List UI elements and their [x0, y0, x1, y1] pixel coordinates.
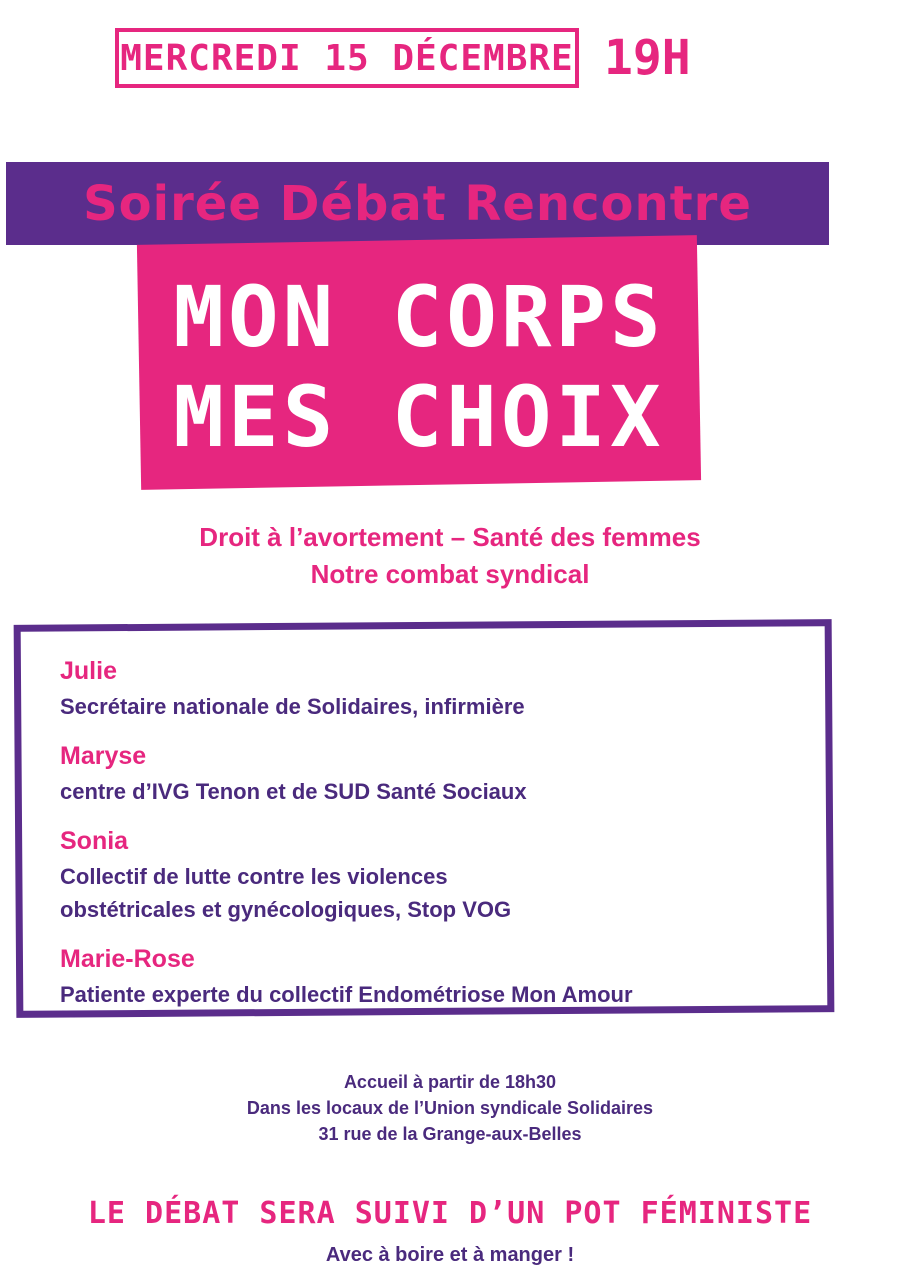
speaker-name: Marie-Rose: [60, 945, 195, 973]
speaker-name: Julie: [60, 657, 117, 685]
event-type-band: [6, 162, 829, 245]
speaker-role: Secrétaire nationale de Solidaires, infirmière: [60, 694, 525, 719]
date-box: [115, 28, 579, 88]
speaker-role: centre d’IVG Tenon et de SUD Santé Sociaux: [60, 779, 527, 804]
event-date: MERCREDI 15 DÉCEMBRE: [120, 37, 574, 79]
themes-line-1: Droit à l’avortement – Santé des femmes: [199, 522, 701, 552]
footer-detail: Avec à boire et à manger !: [325, 1244, 575, 1266]
footer-announcement: LE DÉBAT SERA SUIVI D’UN POT FÉMINISTE: [87, 1196, 813, 1231]
speaker-role: Collectif de lutte contre les violences: [60, 864, 448, 889]
info-line-3: 31 rue de la Grange-aux-Belles: [318, 1124, 582, 1144]
event-type: Soirée Débat Rencontre: [83, 175, 752, 232]
event-time: 19H: [604, 30, 691, 86]
title-line-1: MON CORPS: [173, 268, 665, 366]
speaker-role: Patiente experte du collectif Endométriose Mon Amour: [60, 982, 633, 1007]
title-line-2: MES CHOIX: [173, 368, 665, 466]
themes-line-2: Notre combat syndical: [310, 559, 590, 589]
info-line-1: Accueil à partir de 18h30: [343, 1072, 557, 1092]
speaker-name: Maryse: [60, 742, 147, 770]
speaker-role: obstétricales et gynécologiques, Stop VOG: [60, 897, 512, 922]
info-line-2: Dans les locaux de l’Union syndicale Solidaires: [246, 1098, 654, 1118]
speaker-name: Sonia: [60, 827, 129, 855]
